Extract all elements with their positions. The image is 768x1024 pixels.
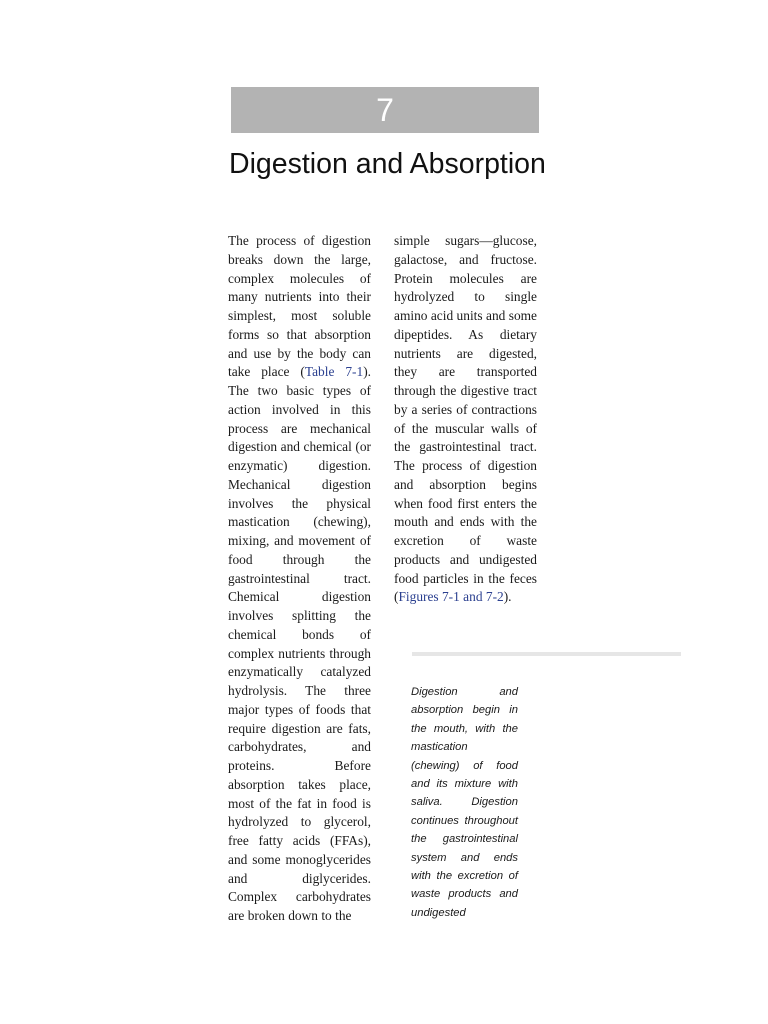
right-column-text-start: simple sugars—glucose, galactose, and fructose. Protein molecules are hydrolyzed to single amino acid units and some dipeptides. As dietary nutrients are digested, they are transported through the digestive tract by a series of contractions of the muscular walls of the gastrointestinal tract. The process of digestion and absorption begins when food first enters the mouth and ends with the excretion of waste products and undigested food particles in the feces ( xyxy=(394,233,537,605)
body-column-right xyxy=(394,232,537,607)
figures-7-1-7-2-link[interactable]: Figures 7-1 and 7-2 xyxy=(398,589,504,605)
table-7-1-link[interactable]: Table 7-1 xyxy=(304,364,364,380)
chapter-title: Digestion and Absorption xyxy=(229,148,546,180)
figure-caption: Digestion and absorption begin in the mouth, with the mastication (chewing) of food and its mixture with saliva. Digestion continues throughout the gastrointestinal system and ends with the excretion of waste products and undigested xyxy=(411,686,518,919)
body-column-left xyxy=(228,232,371,926)
chapter-number-banner xyxy=(231,87,539,133)
left-column-text-end: ). The two basic types of action involved in this process are mechanical digestion and chemical (or enzymatic) digestion. Mechanical digestion involves the physical mastication (chewing), mixing, and movement of food through the gastrointestinal tract. Chemical digestion involves splitting the chemical bonds of complex nutrients through enzymatically catalyzed hydrolysis. The three major types of foods that require digestion are fats, carbohydrates, and proteins. Before absorption takes place, most of the fat in food is hydrolyzed to glycerol, free fatty acids (FFAs), and some monoglycerides and diglycerides. Complex carbohydrates are broken down to the xyxy=(228,364,371,923)
right-column-text-end: ). xyxy=(503,589,512,605)
caption-divider xyxy=(412,652,681,656)
chapter-number: 7 xyxy=(376,92,394,128)
left-column-text-start: The process of digestion breaks down the large, complex molecules of many nutrients into their simplest, most soluble forms so that absorption and use by the body can take place ( xyxy=(228,233,371,380)
